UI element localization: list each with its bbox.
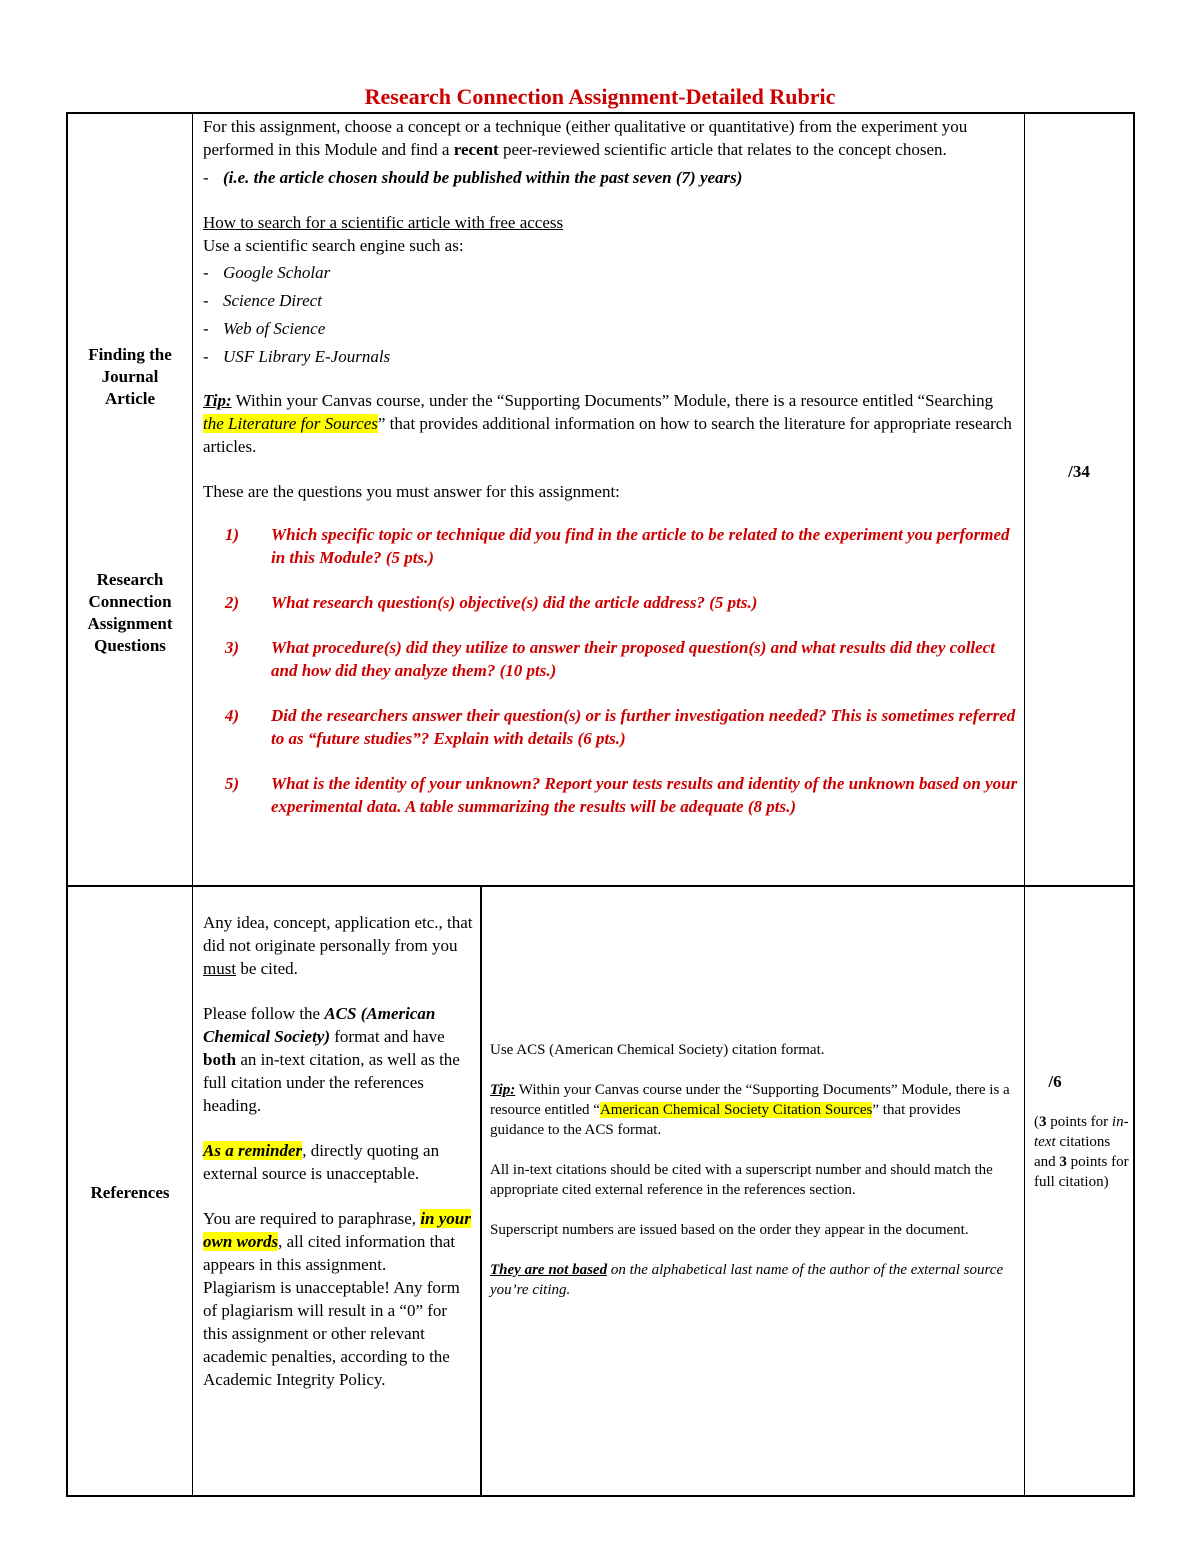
citation-requirement: Any idea, concept, application etc., that did not originate personally from you must be cited. bbox=[203, 913, 473, 978]
divider-col1 bbox=[192, 113, 193, 1496]
paraphrase-requirement: You are required to paraphrase, in your own words, all cited information that appears in this assignment. bbox=[203, 1209, 471, 1274]
list-item: - Google Scholar bbox=[203, 263, 331, 282]
question-item: 5) What is the identity of your unknown? Report your tests results and identity of the unknown based on your experimental data. A table summarizing the results will be adequate (8 pts.) bbox=[224, 774, 1018, 816]
quoting-reminder: As a reminder, directly quoting an external source is unacceptable. bbox=[203, 1141, 440, 1183]
label-references: References bbox=[90, 1183, 170, 1202]
list-item: - Web of Science bbox=[203, 319, 326, 338]
list-item: - USF Library E-Journals bbox=[203, 347, 391, 366]
points-row1: /34 bbox=[1068, 462, 1090, 481]
alphabetical-note: They are not based on the alphabetical last name of the author of the external source you’re citing. bbox=[490, 1262, 1004, 1298]
recency-note: - (i.e. the article chosen should be published within the past seven (7) years) bbox=[203, 168, 743, 187]
intro-paragraph: For this assignment, choose a concept or a technique (either qualitative or quantitative) from the experiment you performed in this Module and find a recent peer-reviewed scientific article that relates to the concept chosen. bbox=[203, 117, 968, 159]
assignment-description bbox=[203, 115, 1018, 840]
list-item: - Science Direct bbox=[203, 291, 322, 310]
in-text-citation-rule: All in-text citations should be cited with a superscript number and should match the appropriate cited external reference in the references section. bbox=[490, 1162, 993, 1198]
question-item: 4) Did the researchers answer their question(s) or is further investigation needed? This is sometimes referred to as “future studies”? Explain with details (6 pts.) bbox=[224, 706, 1016, 748]
question-item: 1) Which specific topic or technique did you find in the article to be related to the experiment you performed in this Module? (5 pts.) bbox=[224, 525, 1010, 567]
question-item: 2) What research question(s) objective(s) did the article address? (5 pts.) bbox=[224, 593, 758, 612]
search-engine-list bbox=[203, 259, 1018, 371]
tip-paragraph: Tip: Within your Canvas course, under the “Supporting Documents” Module, there is a resource entitled “Searching the Literature for Sources” that provides additional information on how to search the literature for appropriate research articles. bbox=[203, 391, 1012, 456]
points-breakdown: (3 points for in-text citations and 3 points for full citation) bbox=[1034, 1114, 1129, 1190]
row-divider bbox=[67, 885, 1134, 887]
acs-format-guidance bbox=[490, 1040, 1018, 1300]
divider-col2 bbox=[480, 886, 482, 1496]
label-finding-article: Finding the Journal Article bbox=[88, 345, 172, 408]
superscript-order-rule: Superscript numbers are issued based on the order they appear in the document. bbox=[490, 1222, 969, 1238]
points-row2: /6 bbox=[1048, 1072, 1062, 1091]
question-item: 3) What procedure(s) did they utilize to answer their proposed question(s) and what results did they collect and how did they analyze them? (10 pts.) bbox=[224, 638, 995, 680]
page-title: Research Connection Assignment-Detailed Rubric bbox=[364, 84, 836, 109]
label-research-questions: Research Connection Assignment Questions bbox=[87, 570, 173, 655]
how-to-search-heading: How to search for a scientific article with free access bbox=[203, 213, 564, 232]
references-guidelines bbox=[203, 911, 473, 1391]
plagiarism-policy: Plagiarism is unacceptable! Any form of plagiarism will result in a “0” for this assignment or other relevant academic penalties, according to the Academic Integrity Policy. bbox=[203, 1278, 460, 1389]
questions-intro: These are the questions you must answer for this assignment: bbox=[203, 482, 620, 501]
acs-format-note: Please follow the ACS (American Chemical Society) format and have both an in-text citation, as well as the full citation under the references heading. bbox=[203, 1004, 460, 1115]
acs-instruction: Use ACS (American Chemical Society) citation format. bbox=[490, 1042, 825, 1058]
engine-intro: Use a scientific search engine such as: bbox=[203, 236, 464, 255]
tip-paragraph-acs: Tip: Within your Canvas course under the “Supporting Documents” Module, there is a resource entitled “American Chemical Society Citation Sources” that provides guidance to the ACS format. bbox=[490, 1082, 1010, 1138]
divider-col3 bbox=[1024, 113, 1025, 1496]
question-list bbox=[203, 523, 1018, 818]
